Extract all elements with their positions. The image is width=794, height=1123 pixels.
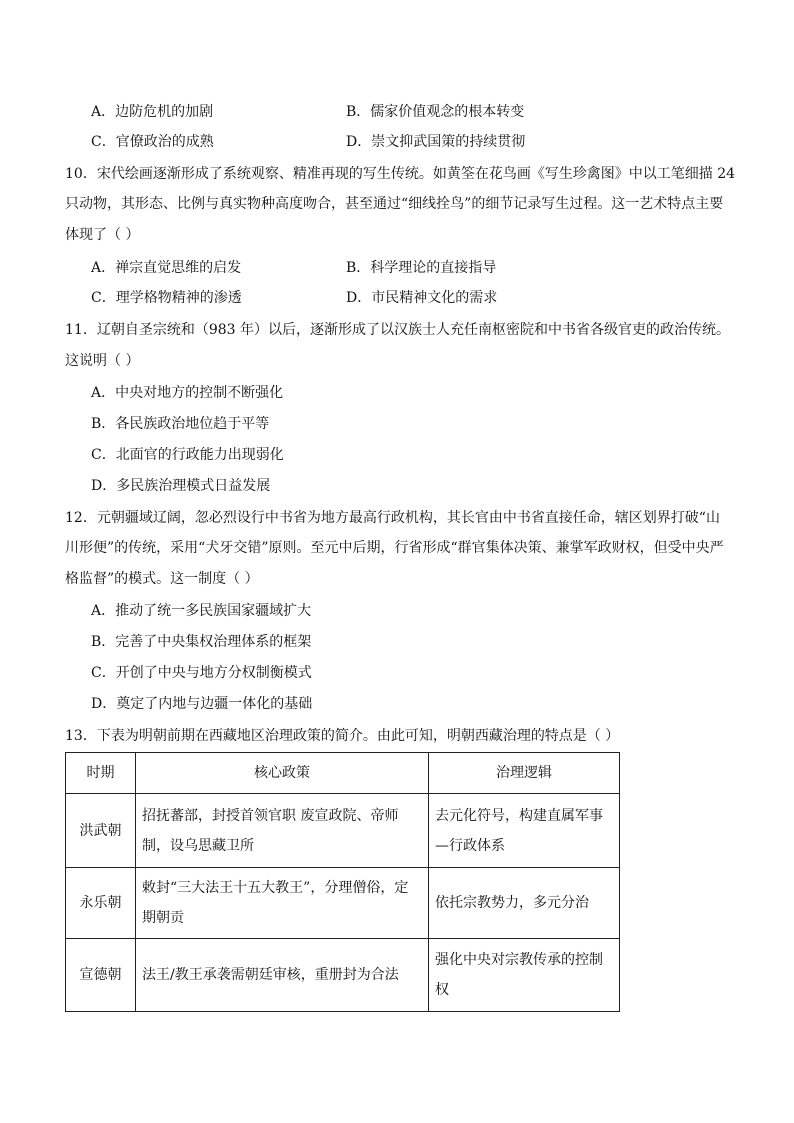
- q9-option-a[interactable]: A．边防危机的加剧: [91, 104, 214, 120]
- table-header-policy: 核心政策: [136, 753, 429, 794]
- table-cell-logic: 强化中央对宗教传承的控制权: [429, 939, 620, 1012]
- q13-stem: 13．下表为明朝前期在西藏地区治理政策的简介。由此可知，明朝西藏治理的特点是（ ）: [65, 728, 620, 744]
- table-cell-period: 洪武朝: [66, 794, 136, 868]
- q9-option-b[interactable]: B．儒家价值观念的根本转变: [346, 104, 525, 120]
- q12-option-a[interactable]: A．推动了统一多民族国家疆域扩大: [91, 603, 312, 619]
- table-cell-period: 宣德朝: [66, 939, 136, 1012]
- table-row: [66, 939, 620, 1012]
- table-cell-period: 永乐朝: [66, 868, 136, 939]
- q12-stem-line-1: 12．元朝疆域辽阔，忽必烈设行中书省为地方最高行政机构，其长官由中书省直接任命，辖区划界打破“山: [65, 510, 720, 526]
- table-header-logic: 治理逻辑: [429, 753, 620, 794]
- q12-option-c[interactable]: C．开创了中央与地方分权制衡模式: [91, 665, 312, 681]
- table-cell-logic: 去元化符号，构建直属军事—行政体系: [429, 794, 620, 868]
- table-row: [66, 868, 620, 939]
- table-header-period: 时期: [66, 753, 136, 794]
- q10-stem-line-2: 只动物，其形态、比例与真实物种高度吻合，甚至通过“细线拴鸟”的细节记录写生过程。这一艺术特点主要: [65, 196, 724, 212]
- q12-stem-line-2: 川形便”的传统，采用“犬牙交错”原则。至元中后期，行省形成“群官集体决策、兼掌军政财权，但受中央严: [65, 540, 724, 556]
- table-cell-policy: 敕封“三大法王十五大教王”，分理僧俗，定期朝贡: [136, 868, 429, 939]
- table-cell-logic: 依托宗教势力，多元分治: [429, 868, 620, 939]
- q10-option-d[interactable]: D．市民精神文化的需求: [346, 290, 498, 306]
- q10-option-b[interactable]: B．科学理论的直接指导: [346, 260, 497, 276]
- q9-option-c[interactable]: C．官僚政治的成熟: [91, 134, 214, 150]
- table-row: [66, 794, 620, 868]
- q10-stem-line-3: 体现了（ ）: [65, 227, 140, 243]
- q11-stem-line-2: 这说明（ ）: [65, 353, 140, 369]
- q11-stem-line-1: 11．辽朝自圣宗统和（983 年）以后，逐渐形成了以汉族士人充任南枢密院和中书省各级官吏的政治传统。: [65, 322, 730, 338]
- table-cell-policy: 法王/教王承袭需朝廷审核，重册封为合法: [136, 939, 429, 1012]
- q10-option-a[interactable]: A．禅宗直觉思维的启发: [91, 260, 242, 276]
- q11-option-a[interactable]: A．中央对地方的控制不断强化: [91, 385, 284, 401]
- q11-option-b[interactable]: B．各民族政治地位趋于平等: [91, 416, 270, 432]
- q9-option-d[interactable]: D．崇文抑武国策的持续贯彻: [346, 134, 526, 150]
- q12-option-b[interactable]: B．完善了中央集权治理体系的框架: [91, 634, 312, 650]
- q11-option-c[interactable]: C．北面官的行政能力出现弱化: [91, 447, 284, 463]
- q12-stem-line-3: 格监督”的模式。这一制度（ ）: [65, 571, 259, 587]
- table-header-row: [66, 753, 620, 794]
- q10-option-c[interactable]: C．理学格物精神的渗透: [91, 290, 242, 306]
- table-cell-policy: 招抚蕃部，封授首领官职 废宣政院、帝师制，设乌思藏卫所: [136, 794, 429, 868]
- q13-policy-table: [65, 752, 620, 1012]
- q11-option-d[interactable]: D．多民族治理模式日益发展: [91, 478, 271, 494]
- q10-stem-line-1: 10．宋代绘画逐渐形成了系统观察、精准再现的写生传统。如黄筌在花鸟画《写生珍禽图》中以工笔细描 24: [65, 166, 736, 182]
- q12-option-d[interactable]: D．奠定了内地与边疆一体化的基础: [91, 696, 313, 712]
